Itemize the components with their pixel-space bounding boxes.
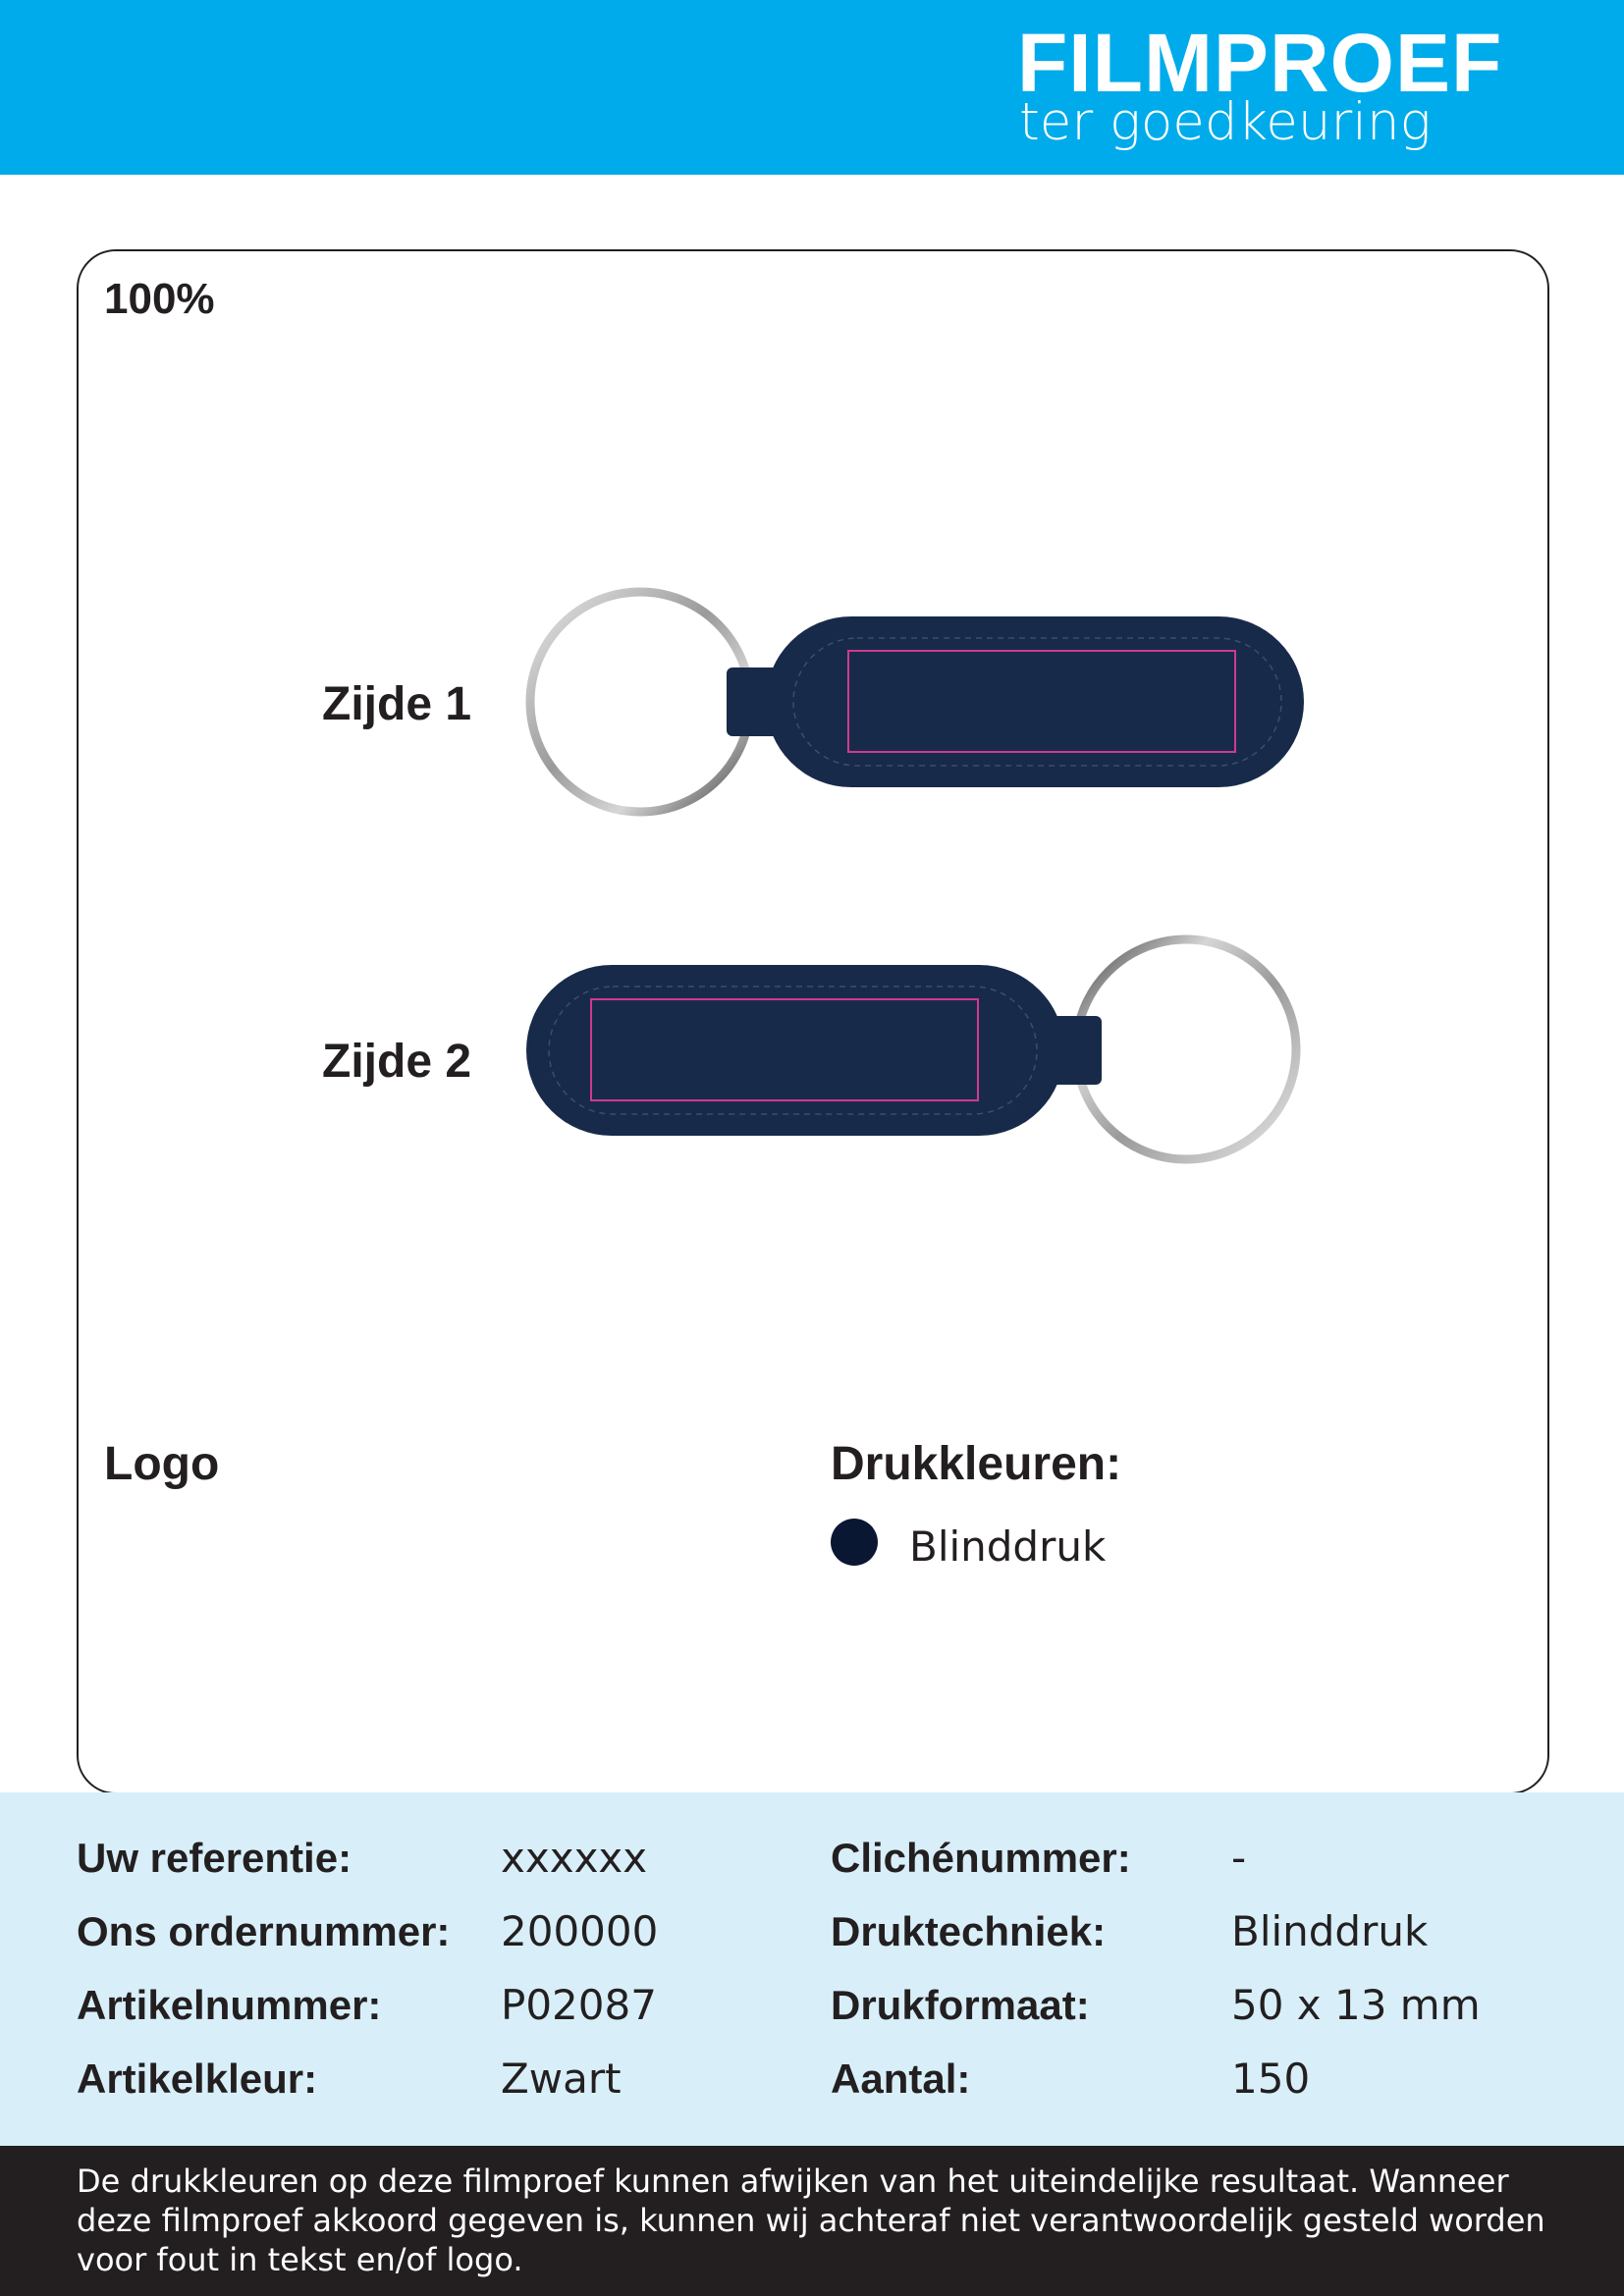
detail-label: Artikelnummer: bbox=[77, 1982, 382, 2028]
logo-heading: Logo bbox=[104, 1438, 220, 1490]
scale-label: 100% bbox=[104, 275, 215, 323]
print-colors-heading: Drukkleuren: bbox=[831, 1438, 1122, 1490]
detail-label: Artikelkleur: bbox=[77, 2056, 318, 2102]
detail-label: Uw referentie: bbox=[77, 1835, 352, 1881]
detail-value: 50 x 13 mm bbox=[1231, 1981, 1481, 2029]
side-2-label: Zijde 2 bbox=[322, 1036, 472, 1088]
detail-label: Drukformaat: bbox=[831, 1982, 1090, 2028]
document-subtitle: ter goedkeuring bbox=[1019, 92, 1432, 152]
detail-label: Ons ordernummer: bbox=[77, 1908, 451, 1954]
detail-value: xxxxxx bbox=[501, 1834, 648, 1882]
document-title: FILMPROEF bbox=[1017, 17, 1503, 109]
tag-body bbox=[727, 616, 1304, 787]
color-name: Blinddruk bbox=[909, 1522, 1107, 1571]
key-ring bbox=[1076, 939, 1296, 1159]
detail-value: - bbox=[1231, 1834, 1247, 1882]
tag-body bbox=[526, 965, 1102, 1136]
side-1-label: Zijde 1 bbox=[322, 678, 472, 730]
disclaimer-footer bbox=[0, 2146, 1624, 2296]
key-ring bbox=[530, 592, 750, 812]
detail-label: Aantal: bbox=[831, 2056, 971, 2102]
order-details-panel bbox=[0, 1792, 1624, 2146]
detail-value: Blinddruk bbox=[1231, 1907, 1429, 1955]
detail-value: 200000 bbox=[501, 1907, 659, 1955]
detail-value: 150 bbox=[1231, 2055, 1311, 2103]
keyring-side-2-illustration bbox=[520, 930, 1306, 1175]
color-swatch bbox=[831, 1519, 878, 1566]
header-banner bbox=[0, 0, 1624, 175]
detail-label: Druktechniek: bbox=[831, 1908, 1107, 1954]
detail-label: Clichénummer: bbox=[831, 1835, 1131, 1881]
detail-value: Zwart bbox=[501, 2055, 622, 2103]
disclaimer-text: De drukkleuren op deze filmproef kunnen afwijken van het uiteindelijke resultaat. Wanneer deze filmproef akkoord gegeven is, kunnen wij achteraf niet verantwoordelijk gesteld worden voor fout in tekst en/of logo. bbox=[77, 2163, 1545, 2278]
keyring-side-1-illustration bbox=[520, 581, 1306, 827]
detail-value: P02087 bbox=[501, 1981, 657, 2029]
